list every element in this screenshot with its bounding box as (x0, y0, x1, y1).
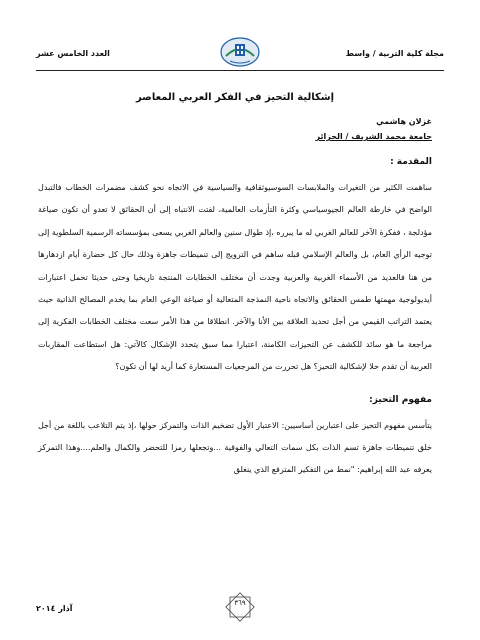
author-name: غزلان هاشمي (376, 117, 432, 126)
paragraph-intro: ساهمت الكثير من التغيرات والملابسات السوسيوثقافية والسياسية في الاتجاه نحو كشف مضمرات الخطاب فالتبدل الواضح في خارطة العالم الجيوسياسي وكثرة التأزمات العالمية، لفتت الانتباه إلى أن الحقائق لا تعدو أن تكون صياغة مؤدلجة ، ففكرة الآخر للعالم الغربي له ما يبرره ،إذ طوال سنين والعالم الغربي يسعى بمؤسساته الرسمية السلطوية إلى توجيه الرأي العام، بل والعالم الإسلامي قبله ساهم في الترويج إلى تنميطات جاهزة وذلك حال كل حضارة أيام ازدهارها من هنا فالعديد من الأسماء الغربية والعربية وجدت أن مختلف الخطابات المنتجة تاريخيا وحتى حديثا تحمل اعتبارات أيديولوجية مهمتها طمس الحقائق والاتجاه ناحية النمذجة المتعالية أو صياغة الوعي العام بما يخدم المصالح الذاتية حيث يعتمد التراتب القيمي من أجل تحديد العلاقة بين الأنا والآخر. انطلاقا من هذا الأمر سعت مختلف الخطابات الفكرية إلى مراجعة ما هو سائد للكشف عن التحيزات الكامنة، اعتبارا مما سبق يتحدد الإشكال كالآتي: هل استطاعت المقاربات العربية أن تقدم حلا لإشكالية التحيز؟ هل تحررت من المرجعيات المستعارة كما أريد لها أن تكون؟ (38, 183, 432, 372)
author-affiliation: جامعة محمد الشريف / الجزائر (315, 132, 432, 141)
journal-name: مجلة كلية التربية / واسط (345, 48, 444, 58)
issue-number: العدد الخامس عشر (36, 48, 110, 58)
page-ornament-icon (223, 590, 257, 624)
article-body (38, 78, 432, 482)
section-title-concept: مفهوم التحيز: (369, 394, 432, 405)
college-logo-icon (218, 34, 262, 68)
header-divider (36, 70, 444, 71)
page-header (36, 38, 444, 68)
paragraph-concept: يتأسس مفهوم التحيز على اعتبارين أساسيين: الاعتبار الأول تضخيم الذات والتمركز حولها ،إذ يتم التلاعب باللغة من أجل خلق تنميطات جاهزة تسم الذات بكل سمات التعالي والفوقية ...وتجعلها رمزا للتحضر والكمال والعلم....وهذا التمركز يعرفه عبد الله إبراهيم: "نمط من التفكير المترفع الذي ينغلق (38, 420, 432, 475)
page-number: ٣٦٩ (234, 599, 246, 607)
section-title-intro: المقدمة : (390, 157, 432, 167)
publication-date: آذار ٢٠١٤ (36, 604, 73, 613)
article-title: إشكالية التحيز في الفكر العربي المعاصر (135, 92, 335, 103)
